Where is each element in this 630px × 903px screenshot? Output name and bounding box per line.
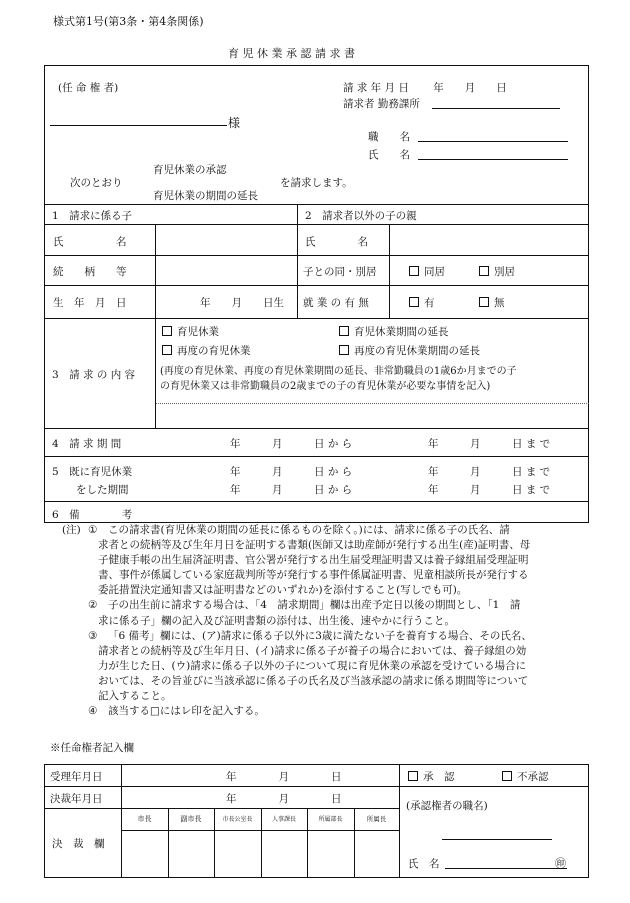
kessai-label: 決 裁 欄 (52, 838, 105, 850)
request-period-label: 4 請 求 期 間 (52, 438, 122, 450)
section1-heading: 1 請求に係る子 (52, 210, 133, 222)
notes-prefix: (注) (62, 524, 81, 536)
request-period-to[interactable]: 年 月 日 ま で (428, 438, 551, 450)
divider (121, 830, 399, 831)
divider (44, 285, 589, 286)
main-form-frame (44, 65, 589, 523)
divider (389, 224, 390, 318)
note-line: 求者との続柄等及び生年月日を証明する書類(医師又は助産師が発行する出生(産)証明書、母 (98, 539, 531, 552)
note-line: この請求書(育児休業の期間の延長に係るものを除く。)には、請求に係る子の氏名、請 (108, 524, 510, 536)
approver-副市長: 副市長 (180, 815, 202, 823)
section2-heading: 2 請求者以外の子の親 (305, 210, 417, 222)
note-item-1: (注) ① この請求書(育児休業の期間の延長に係るものを除く。)には、請求に係る子の氏名、請 求者との続柄等及び生年月日を証明する書類(医師又は助産師が発行する出生(産)証明書、母 子健康手帳の出生届済証明書、官公署が発行する出生届受理証明書又は養子縁組届受理証明 書、事件が係属している家庭裁判所等が発行する事件係属証明書、児童相談所長が発行する 委託措置決定通知書又は証明書などのいずれか)を添付すること(写しでも可)。 (62, 523, 582, 598)
approver-所属部長: 所属部長 (318, 816, 343, 823)
checkbox-icon[interactable] (339, 326, 349, 336)
checkbox-icon[interactable] (408, 771, 418, 781)
divider (155, 224, 156, 318)
note-line: おいては、その旨並びに当該承認に係る子の氏名及び当該承認の請求に係る期間等について (98, 674, 529, 687)
section3-note-line2: の育児休業又は非常勤職員の2歳までの子の育児休業が必要な事情を記入) (160, 381, 491, 392)
note-line: 力が生じた日、(ウ)請求に係る子以外の子について現に育児休業の承認を受けている場合に (98, 659, 526, 672)
note-line: 求に係る子」欄の記入及び証明書類の添付は、出生後、速やかに行うこと。 (98, 614, 455, 627)
checkbox-icon[interactable] (479, 266, 489, 276)
requester-name-field[interactable] (418, 159, 568, 160)
note-line: 書、事件が係属している家庭裁判所等が発行する事件係属証明書、児童相談所長が発行する (98, 569, 529, 582)
cohabit-label: 子との同・別居 (303, 266, 377, 278)
option-repeat-leave[interactable]: 再度の育児休業 (162, 343, 251, 358)
note-item-4: ④ 該当する□にはレ印を記入する。 (62, 704, 582, 719)
prior-leave-to[interactable]: 年 月 日 ま で (428, 466, 551, 478)
note-line: 子健康手帳の出生届済証明書、官公署が発行する出生届受理証明書又は養子縁組届受理証明 (98, 554, 529, 567)
prior-leave-from[interactable]: 年 月 日 か ら (230, 466, 353, 478)
prior-leave-label-2: をした期間 (76, 484, 129, 496)
option-childcare-leave[interactable]: 育児休業 (162, 324, 219, 339)
note-line: 「6 備考」欄には、(ア)請求に係る子以外に3歳に満たない子を養育する場合、その氏名、 (108, 629, 532, 642)
child-birth-label: 生 年 月 日 (53, 297, 127, 309)
checkbox-icon[interactable] (479, 297, 489, 307)
note-line: 委託措置決定通知書又は証明書などのいずれか)を添付すること(写しでも可)。 (98, 584, 468, 597)
decided-date-value[interactable]: 年 月 日 (226, 793, 342, 805)
approver-name-field[interactable] (445, 868, 567, 869)
child-name-label: 氏 名 (53, 236, 127, 248)
prior-leave-label-1: 5 既に育児休業 (52, 466, 133, 478)
divider (44, 456, 589, 457)
requester-workplace-label: 請求者 勤務課所 (343, 98, 420, 110)
note-line: 子の出生前に請求する場合は、「4 請求期間」欄は出産予定日以後の期間とし、「1 請 (108, 599, 521, 612)
workplace-field[interactable] (432, 108, 560, 109)
form-label: 様式第1号(第3条・第4条関係) (53, 15, 204, 28)
name-label: 氏 名 (368, 149, 410, 161)
page-title: 育 児 休 業 承 認 請 求 書 (228, 47, 355, 60)
intro-left: 次のとおり (70, 177, 123, 189)
position-label: 職 名 (368, 131, 410, 143)
disapprove-option[interactable]: 不承認 (502, 769, 549, 784)
notes-block (62, 523, 582, 719)
section3-dotted-line (155, 403, 589, 404)
approve-option[interactable]: 承 認 (408, 769, 455, 784)
checkbox-icon[interactable] (162, 326, 172, 336)
divider (44, 318, 589, 319)
request-period-from[interactable]: 年 月 日 か ら (230, 438, 353, 450)
approver-title-label: (承認権者の職名) (406, 800, 488, 812)
remarks-label: 6 備 考 (52, 509, 133, 521)
divider (44, 428, 589, 429)
child-relation-label: 続 柄 等 (53, 266, 127, 278)
divider (44, 501, 589, 502)
option-leave-extension[interactable]: 育児休業期間の延長 (339, 324, 449, 339)
checkbox-icon[interactable] (502, 771, 512, 781)
received-date-value[interactable]: 年 月 日 (226, 771, 342, 783)
decided-date-label: 決裁年月日 (50, 793, 103, 805)
child-birth-value[interactable]: 年 月 日生 (200, 297, 284, 309)
intro-right: を請求します。 (280, 177, 353, 189)
approver-市長公室長: 市長公室長 (222, 816, 253, 823)
sama-label: 様 (228, 116, 241, 130)
cohabit-option-together[interactable]: 同居 (409, 264, 445, 279)
approver-title-field[interactable] (442, 839, 552, 840)
parent-name-label: 氏 名 (305, 236, 368, 248)
authority-name-field[interactable] (50, 125, 227, 126)
position-field[interactable] (418, 141, 568, 142)
option-repeat-extension[interactable]: 再度の育児休業期間の延長 (339, 343, 480, 358)
section3-note-line1: (再度の育児休業、再度の育児休業期間の延長、非常勤職員の1歳6か月までの子 (160, 366, 517, 377)
checkbox-icon[interactable] (409, 266, 419, 276)
divider (44, 255, 589, 256)
prior-leave-to-2[interactable]: 年 月 日 ま で (428, 484, 551, 496)
approver-name-label: 氏 名 (408, 858, 440, 870)
divider (155, 318, 156, 428)
divider (44, 224, 589, 225)
seal-icon: ㊞ (555, 857, 566, 870)
checkbox-icon[interactable] (162, 345, 172, 355)
employment-option-yes[interactable]: 有 (409, 295, 435, 310)
approver-人事課長: 人事課長 (271, 816, 296, 823)
employment-option-no[interactable]: 無 (479, 295, 505, 310)
note-item-2: ② 子の出生前に請求する場合は、「4 請求期間」欄は出産予定日以後の期間とし、「1 請 求に係る子」欄の記入及び証明書類の添付は、出生後、速やかに行うこと。 (62, 598, 582, 628)
divider (44, 808, 399, 809)
option-approval[interactable]: 育児休業の承認 (153, 164, 227, 176)
received-date-label: 受理年月日 (50, 771, 103, 783)
note-line: 該当する□にはレ印を記入する。 (108, 705, 265, 718)
employment-label: 就 業 の 有 無 (303, 297, 369, 309)
checkbox-icon[interactable] (409, 297, 419, 307)
divider (44, 786, 589, 787)
prior-leave-from-2[interactable]: 年 月 日 か ら (230, 484, 353, 496)
authority-label: (任 命 権 者) (58, 82, 119, 94)
approver-市長: 市長 (137, 815, 152, 823)
note-line: 請求者との続柄等及び生年月日、(イ)請求に係る子が養子の場合においては、養子縁組の効 (98, 644, 527, 657)
cohabit-option-separate[interactable]: 別居 (479, 264, 515, 279)
divider (44, 204, 589, 205)
note-item-3: ③ 「6 備考」欄には、(ア)請求に係る子以外に3歳に満たない子を養育する場合、その氏名、 請求者との続柄等及び生年月日、(イ)請求に係る子が養子の場合においては、養子縁組の効 力が生じた日、(ウ)請求に係る子以外の子について現に育児休業の承認を受けている場合に おいては、その旨並びに当該承認に係る子の氏名及び当該承認の請求に係る期間等について 記入すること。 (62, 629, 582, 704)
divider (297, 204, 298, 318)
request-content-label: 3 請 求 の 内 容 (52, 369, 136, 381)
authority-section-heading: ※任命権者記入欄 (50, 742, 134, 754)
option-extension[interactable]: 育児休業の期間の延長 (153, 190, 258, 202)
checkbox-icon[interactable] (339, 345, 349, 355)
divider (399, 764, 400, 878)
approver-所属長: 所属長 (366, 815, 387, 823)
note-line: 記入すること。 (98, 690, 172, 703)
request-date: 請 求 年 月 日 年 月 日 (343, 82, 507, 94)
